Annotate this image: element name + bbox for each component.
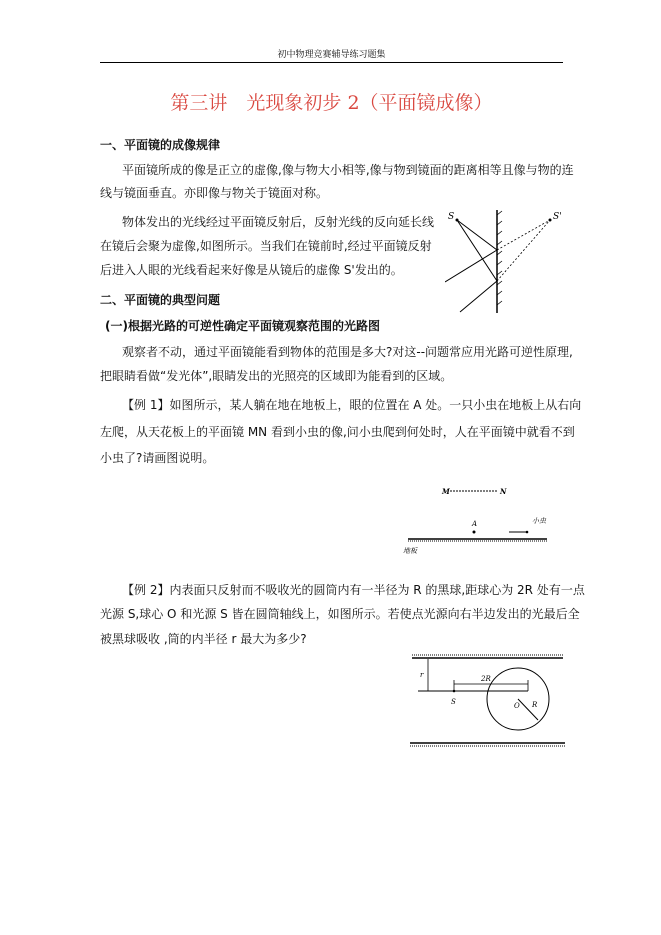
- paragraph-line: 把眼睛看做“发光体”,眼睛发出的光照亮的区域即为能看到的区域。: [100, 369, 453, 383]
- source-label: S: [448, 212, 455, 222]
- eye-a-label: A: [472, 520, 478, 528]
- example1-figure: [390, 480, 570, 560]
- paragraph-line: 物体发出的光线经过平面镜反射后，反射光线的反向延长线: [122, 215, 435, 229]
- example2-figure: [408, 652, 568, 752]
- paragraph-line: 线与镜面垂直。亦即像与物关于镜面对称。: [100, 186, 329, 200]
- 2r-label: 2R: [481, 675, 491, 683]
- page-title: 第三讲 光现象初步 2（平面镜成像）: [170, 92, 493, 114]
- header-rule: [100, 62, 563, 63]
- paragraph-line: 在镜后会聚为虚像,如图所示。当我们在镜前时,经过平面镜反射: [100, 239, 432, 253]
- paragraph-line: 平面镜所成的像是正立的虚像,像与物大小相等,像与物到镜面的距离相等且像与物的连: [122, 163, 574, 177]
- section2-heading: 二、平面镜的典型问题: [100, 293, 221, 307]
- paragraph-line: 后进入人眼的光线看起来好像是从镜后的虚像 S'发出的。: [100, 263, 403, 277]
- mirror-reflection-figure: [445, 205, 565, 315]
- example2-line: 【例 2】内表面只反射而不吸收光的圆筒内有一半径为 R 的黑球,距球心为 2R 处有一点: [122, 583, 585, 597]
- page-header: 初中物理竞赛辅导练习题集: [277, 50, 386, 60]
- bug-label: 小虫: [532, 517, 546, 525]
- subsection-heading: (一)根据光路的可逆性确定平面镜观察范围的光路图: [105, 319, 380, 333]
- example1-line: 小虫了?请画图说明。: [100, 451, 215, 465]
- o-label: O: [514, 702, 520, 710]
- mirror-n-label: N: [500, 487, 507, 496]
- example1-line: 【例 1】如图所示，某人躺在地在地板上，眼的位置在 A 处。一只小虫在地板上从右向: [122, 398, 582, 412]
- r-label: r: [420, 671, 424, 679]
- example2-line: 光源 S,球心 O 和光源 S 皆在圆筒轴线上，如图所示。若使点光源向右半边发出的光最后全: [100, 607, 580, 621]
- floor-label: 地板: [403, 547, 417, 555]
- mirror-m-label: M: [442, 487, 450, 496]
- radius-label: R: [532, 701, 538, 709]
- paragraph-line: 观察者不动，通过平面镜能看到物体的范围是多大?对这--问题常应用光路可逆性原理,: [122, 345, 573, 359]
- example1-line: 左爬，从天花板上的平面镜 MN 看到小虫的像,问小虫爬到何处时，人在平面镜中就看不到: [100, 425, 575, 439]
- example2-line: 被黑球吸收 ,筒的内半径 r 最大为多少?: [100, 632, 307, 646]
- section1-heading: 一、平面镜的成像规律: [100, 138, 221, 152]
- image-label: S': [553, 212, 562, 222]
- s-label: S: [451, 698, 456, 706]
